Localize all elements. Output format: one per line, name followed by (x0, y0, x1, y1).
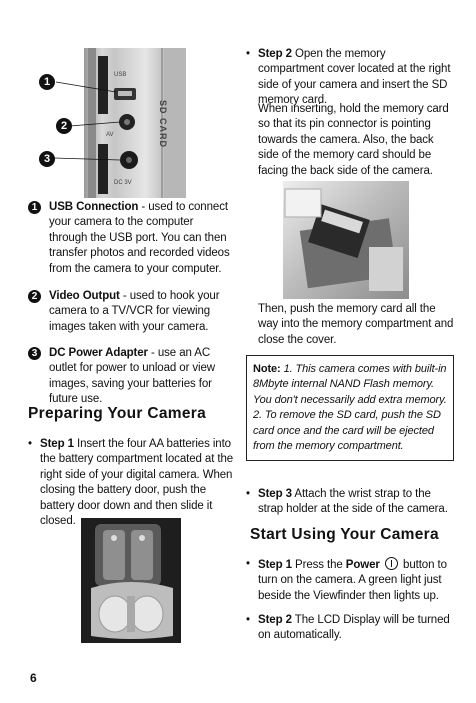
step-label: Step 2 (258, 48, 292, 60)
callout-2: 2 (56, 118, 72, 134)
step-label: Step 2 (258, 614, 292, 626)
port-title: USB Connection (49, 201, 139, 213)
sd-card-drawing (283, 181, 409, 299)
video-port-label: AV (106, 132, 114, 138)
port-description (49, 346, 234, 408)
port-description (49, 200, 234, 277)
port-text: - use an AC outlet for power to unload or view images, saving your batteries for future use. (49, 347, 216, 406)
bullet: • (246, 614, 250, 626)
power-word: Power (345, 559, 380, 571)
sd-push-paragraph: Then, push the memory card all the way into the memory compartment and close the cover. (258, 303, 454, 346)
preparing-heading: Preparing Your Camera (28, 405, 207, 422)
start-heading: Start Using Your Camera (250, 526, 439, 543)
port-number-3: 3 (28, 347, 41, 360)
step-text: Step 1 Press the Power button to turn on the camera. A green light just beside the Viewfinder then lights up. (258, 559, 447, 602)
battery-drawing (81, 518, 181, 643)
sd-insert-paragraph: When inserting, hold the memory card so that its pin connector is pointing towards the camera. Also, the back side of the memory card should be facing the back side of the camera. (258, 103, 449, 177)
port-title: Video Output (49, 290, 120, 302)
dc-port-label: DC 3V (114, 180, 132, 186)
battery-compartment-photo (81, 518, 181, 643)
port-description (49, 289, 234, 335)
note-text: 1. This camera comes with built-in 8Mbyte internal NAND Flash memory. You don't necessarily add extra memory. 2. To remove the SD card, push the SD card once and the card will be ejected from the memory compartment. (253, 363, 447, 453)
power-icon (385, 557, 398, 570)
callout-1: 1 (39, 74, 55, 90)
step-text: Step 2 Open the memory compartment cover located at the right side of your camera and insert the SD memory card. (258, 48, 451, 107)
bullet: • (246, 48, 250, 60)
step-text: Step 3 Attach the wrist strap to the strap holder at the side of the camera. (258, 488, 448, 516)
sd-card-insert-photo (283, 181, 409, 299)
bullet: • (246, 558, 250, 570)
step-text: Step 1 Insert the four AA batteries into the battery compartment located at the right side of your digital camera. When closing the battery door, push the battery door down and then slide it closed. (40, 438, 234, 528)
note-label: Note: (253, 363, 281, 375)
memory-note-box (246, 355, 454, 461)
port-number-1: 1 (28, 201, 41, 214)
port-number-2: 2 (28, 290, 41, 303)
usb-port-label: USB (114, 72, 127, 78)
page-number: 6 (30, 671, 37, 685)
step-label: Step 3 (258, 488, 292, 500)
bullet: • (246, 488, 250, 500)
step-label: Step 1 (258, 559, 292, 571)
sd-card-label: SD CARD (158, 100, 168, 149)
port-title: DC Power Adapter (49, 347, 148, 359)
callout-3: 3 (39, 151, 55, 167)
step-label: Step 1 (40, 438, 74, 450)
step-text: Step 2 The LCD Display will be turned on automatically. (258, 614, 450, 642)
port-text: - used to connect your camera to the computer through the USB port. You can then transfer photos and recorded videos from the camera to your computer. (49, 201, 230, 275)
port-text: - used to hook your camera to a TV/VCR for viewing images taken with your camera. (49, 290, 220, 333)
bullet: • (28, 438, 32, 450)
